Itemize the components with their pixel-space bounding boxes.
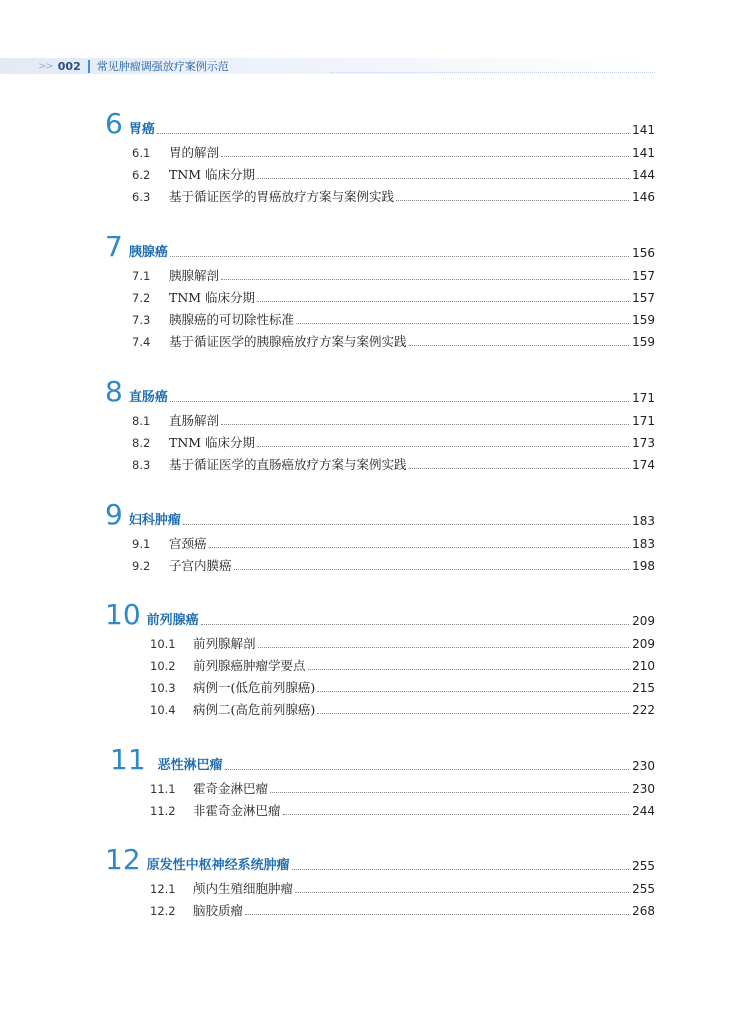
section-entry[interactable] <box>132 164 655 182</box>
chapter-number: 12 <box>105 843 141 876</box>
section-page: 268 <box>632 904 655 918</box>
section-entry[interactable] <box>132 454 655 472</box>
dot-leader <box>257 301 629 302</box>
section-title: 基于循证医学的胰腺癌放疗方案与案例实践 <box>169 334 407 349</box>
section-title: 前列腺癌肿瘤学要点 <box>193 658 306 673</box>
dot-leader <box>225 769 629 770</box>
dot-leader <box>183 524 629 525</box>
section-entry[interactable] <box>132 432 655 450</box>
chapter-page: 255 <box>632 859 655 873</box>
section-title: TNM 临床分期 <box>169 167 256 182</box>
section-number: 8.3 <box>132 458 151 472</box>
section-title: 直肠解剖 <box>169 413 220 428</box>
section-page: 215 <box>632 681 655 695</box>
header-separator <box>88 60 90 73</box>
dot-leader <box>170 256 629 257</box>
section-page: 157 <box>632 291 655 305</box>
chapter-title: 妇科肿瘤 <box>128 513 181 528</box>
section-entry[interactable] <box>132 533 655 551</box>
chapter-heading[interactable] <box>110 743 655 776</box>
dot-leader <box>396 200 629 201</box>
section-title: 胰腺癌的可切除性标准 <box>169 312 295 327</box>
section-page: 209 <box>632 637 655 651</box>
section-entry[interactable] <box>132 309 655 327</box>
header-dotted-rule <box>330 72 655 74</box>
section-number: 10.3 <box>150 681 176 695</box>
section-page: 146 <box>632 190 655 204</box>
section-title: 脑胶质瘤 <box>193 903 244 918</box>
section-number: 8.1 <box>132 414 151 428</box>
section-entry[interactable] <box>132 287 655 305</box>
section-title: 基于循证医学的胃癌放疗方案与案例实践 <box>169 189 395 204</box>
section-entry[interactable] <box>132 142 655 160</box>
dot-leader <box>283 814 630 815</box>
section-page: 255 <box>632 882 655 896</box>
section-number: 7.3 <box>132 313 151 327</box>
chapter-title: 原发性中枢神经系统肿瘤 <box>146 858 290 873</box>
section-entry[interactable] <box>150 900 655 918</box>
section-number: 11.1 <box>150 782 176 796</box>
section-page: 171 <box>632 414 655 428</box>
dot-leader <box>221 424 629 425</box>
section-number: 9.1 <box>132 537 151 551</box>
chapter-page: 141 <box>632 123 655 137</box>
section-page: 157 <box>632 269 655 283</box>
section-entry[interactable] <box>150 633 655 651</box>
chapter-page: 171 <box>632 391 655 405</box>
chapter-number: 10 <box>105 598 141 631</box>
section-entry[interactable] <box>150 677 655 695</box>
dot-leader <box>157 133 629 134</box>
chapter-number: 8 <box>105 375 123 408</box>
section-title: 宫颈癌 <box>169 536 207 551</box>
section-page: 222 <box>632 703 655 717</box>
dot-leader <box>409 345 630 346</box>
chapter-heading[interactable] <box>105 107 655 140</box>
section-page: 159 <box>632 313 655 327</box>
section-entry[interactable] <box>132 265 655 283</box>
section-page: 198 <box>632 559 655 573</box>
section-entry[interactable] <box>132 186 655 204</box>
chapter-heading[interactable] <box>105 598 655 631</box>
section-entry[interactable] <box>150 778 655 796</box>
section-entry[interactable] <box>132 331 655 349</box>
dot-leader <box>245 914 629 915</box>
section-number: 12.1 <box>150 882 176 896</box>
dot-leader <box>221 279 629 280</box>
double-chevron-icon: >> <box>38 60 53 72</box>
section-page: 144 <box>632 168 655 182</box>
section-title: 子宫内膜癌 <box>169 558 232 573</box>
chapter-title: 恶性淋巴瘤 <box>157 758 223 773</box>
section-page: 159 <box>632 335 655 349</box>
section-number: 7.1 <box>132 269 151 283</box>
book-title: 常见肿瘤调强放疗案例示范 <box>96 60 229 73</box>
dot-leader <box>317 713 629 714</box>
section-number: 11.2 <box>150 804 176 818</box>
chapter-number: 11 <box>110 743 146 776</box>
chapter-heading[interactable] <box>105 498 655 531</box>
dot-leader <box>234 569 630 570</box>
section-page: 210 <box>632 659 655 673</box>
dot-leader <box>270 792 629 793</box>
section-number: 10.2 <box>150 659 176 673</box>
section-page: 244 <box>632 804 655 818</box>
dot-leader <box>209 547 630 548</box>
section-title: TNM 临床分期 <box>169 290 256 305</box>
section-title: 霍奇金淋巴瘤 <box>193 781 269 796</box>
section-entry[interactable] <box>150 800 655 818</box>
section-number: 6.1 <box>132 146 151 160</box>
section-title: 颅内生殖细胞肿瘤 <box>193 881 294 896</box>
page-number: 002 <box>57 59 81 73</box>
chapter-heading[interactable] <box>105 375 655 408</box>
section-title: 前列腺解剖 <box>193 636 256 651</box>
section-number: 6.3 <box>132 190 151 204</box>
chapter-number: 9 <box>105 498 123 531</box>
section-title: 病例二(高危前列腺癌) <box>193 702 316 717</box>
dot-leader <box>257 446 629 447</box>
section-number: 9.2 <box>132 559 151 573</box>
dot-leader <box>296 323 629 324</box>
dot-leader <box>221 156 629 157</box>
section-number: 6.2 <box>132 168 151 182</box>
section-number: 10.4 <box>150 703 176 717</box>
running-header-content <box>38 58 229 74</box>
dot-leader <box>317 691 629 692</box>
chapter-title: 直肠癌 <box>128 390 168 405</box>
section-entry[interactable] <box>150 655 655 673</box>
section-title: 非霍奇金淋巴瘤 <box>193 803 281 818</box>
dot-leader <box>201 624 629 625</box>
section-number: 7.4 <box>132 335 151 349</box>
section-entry[interactable] <box>150 699 655 717</box>
section-title: TNM 临床分期 <box>169 435 256 450</box>
dot-leader <box>292 869 629 870</box>
section-title: 病例一(低危前列腺癌) <box>193 680 316 695</box>
section-title: 基于循证医学的直肠癌放疗方案与案例实践 <box>169 457 407 472</box>
chapter-heading[interactable] <box>105 843 655 876</box>
dot-leader <box>257 178 629 179</box>
chapter-title: 胰腺癌 <box>128 245 168 260</box>
section-title: 胰腺解剖 <box>169 268 220 283</box>
chapter-title: 胃癌 <box>128 122 155 137</box>
chapter-heading[interactable] <box>105 230 655 263</box>
section-number: 7.2 <box>132 291 151 305</box>
section-number: 10.1 <box>150 637 176 651</box>
dot-leader <box>295 892 629 893</box>
section-number: 8.2 <box>132 436 151 450</box>
section-number: 12.2 <box>150 904 176 918</box>
dot-leader <box>308 669 630 670</box>
chapter-page: 183 <box>632 514 655 528</box>
chapter-page: 230 <box>632 759 655 773</box>
section-entry[interactable] <box>132 410 655 428</box>
chapter-number: 7 <box>105 230 123 263</box>
chapter-title: 前列腺癌 <box>146 613 199 628</box>
section-page: 230 <box>632 782 655 796</box>
section-page: 174 <box>632 458 655 472</box>
chapter-page: 156 <box>632 246 655 260</box>
section-entry[interactable] <box>150 878 655 896</box>
section-title: 胃的解剖 <box>169 145 220 160</box>
section-page: 183 <box>632 537 655 551</box>
chapter-page: 209 <box>632 614 655 628</box>
section-page: 141 <box>632 146 655 160</box>
chapter-number: 6 <box>105 107 123 140</box>
section-page: 173 <box>632 436 655 450</box>
section-entry[interactable] <box>132 555 655 573</box>
dot-leader <box>170 401 629 402</box>
dot-leader <box>409 468 630 469</box>
dot-leader <box>258 647 630 648</box>
